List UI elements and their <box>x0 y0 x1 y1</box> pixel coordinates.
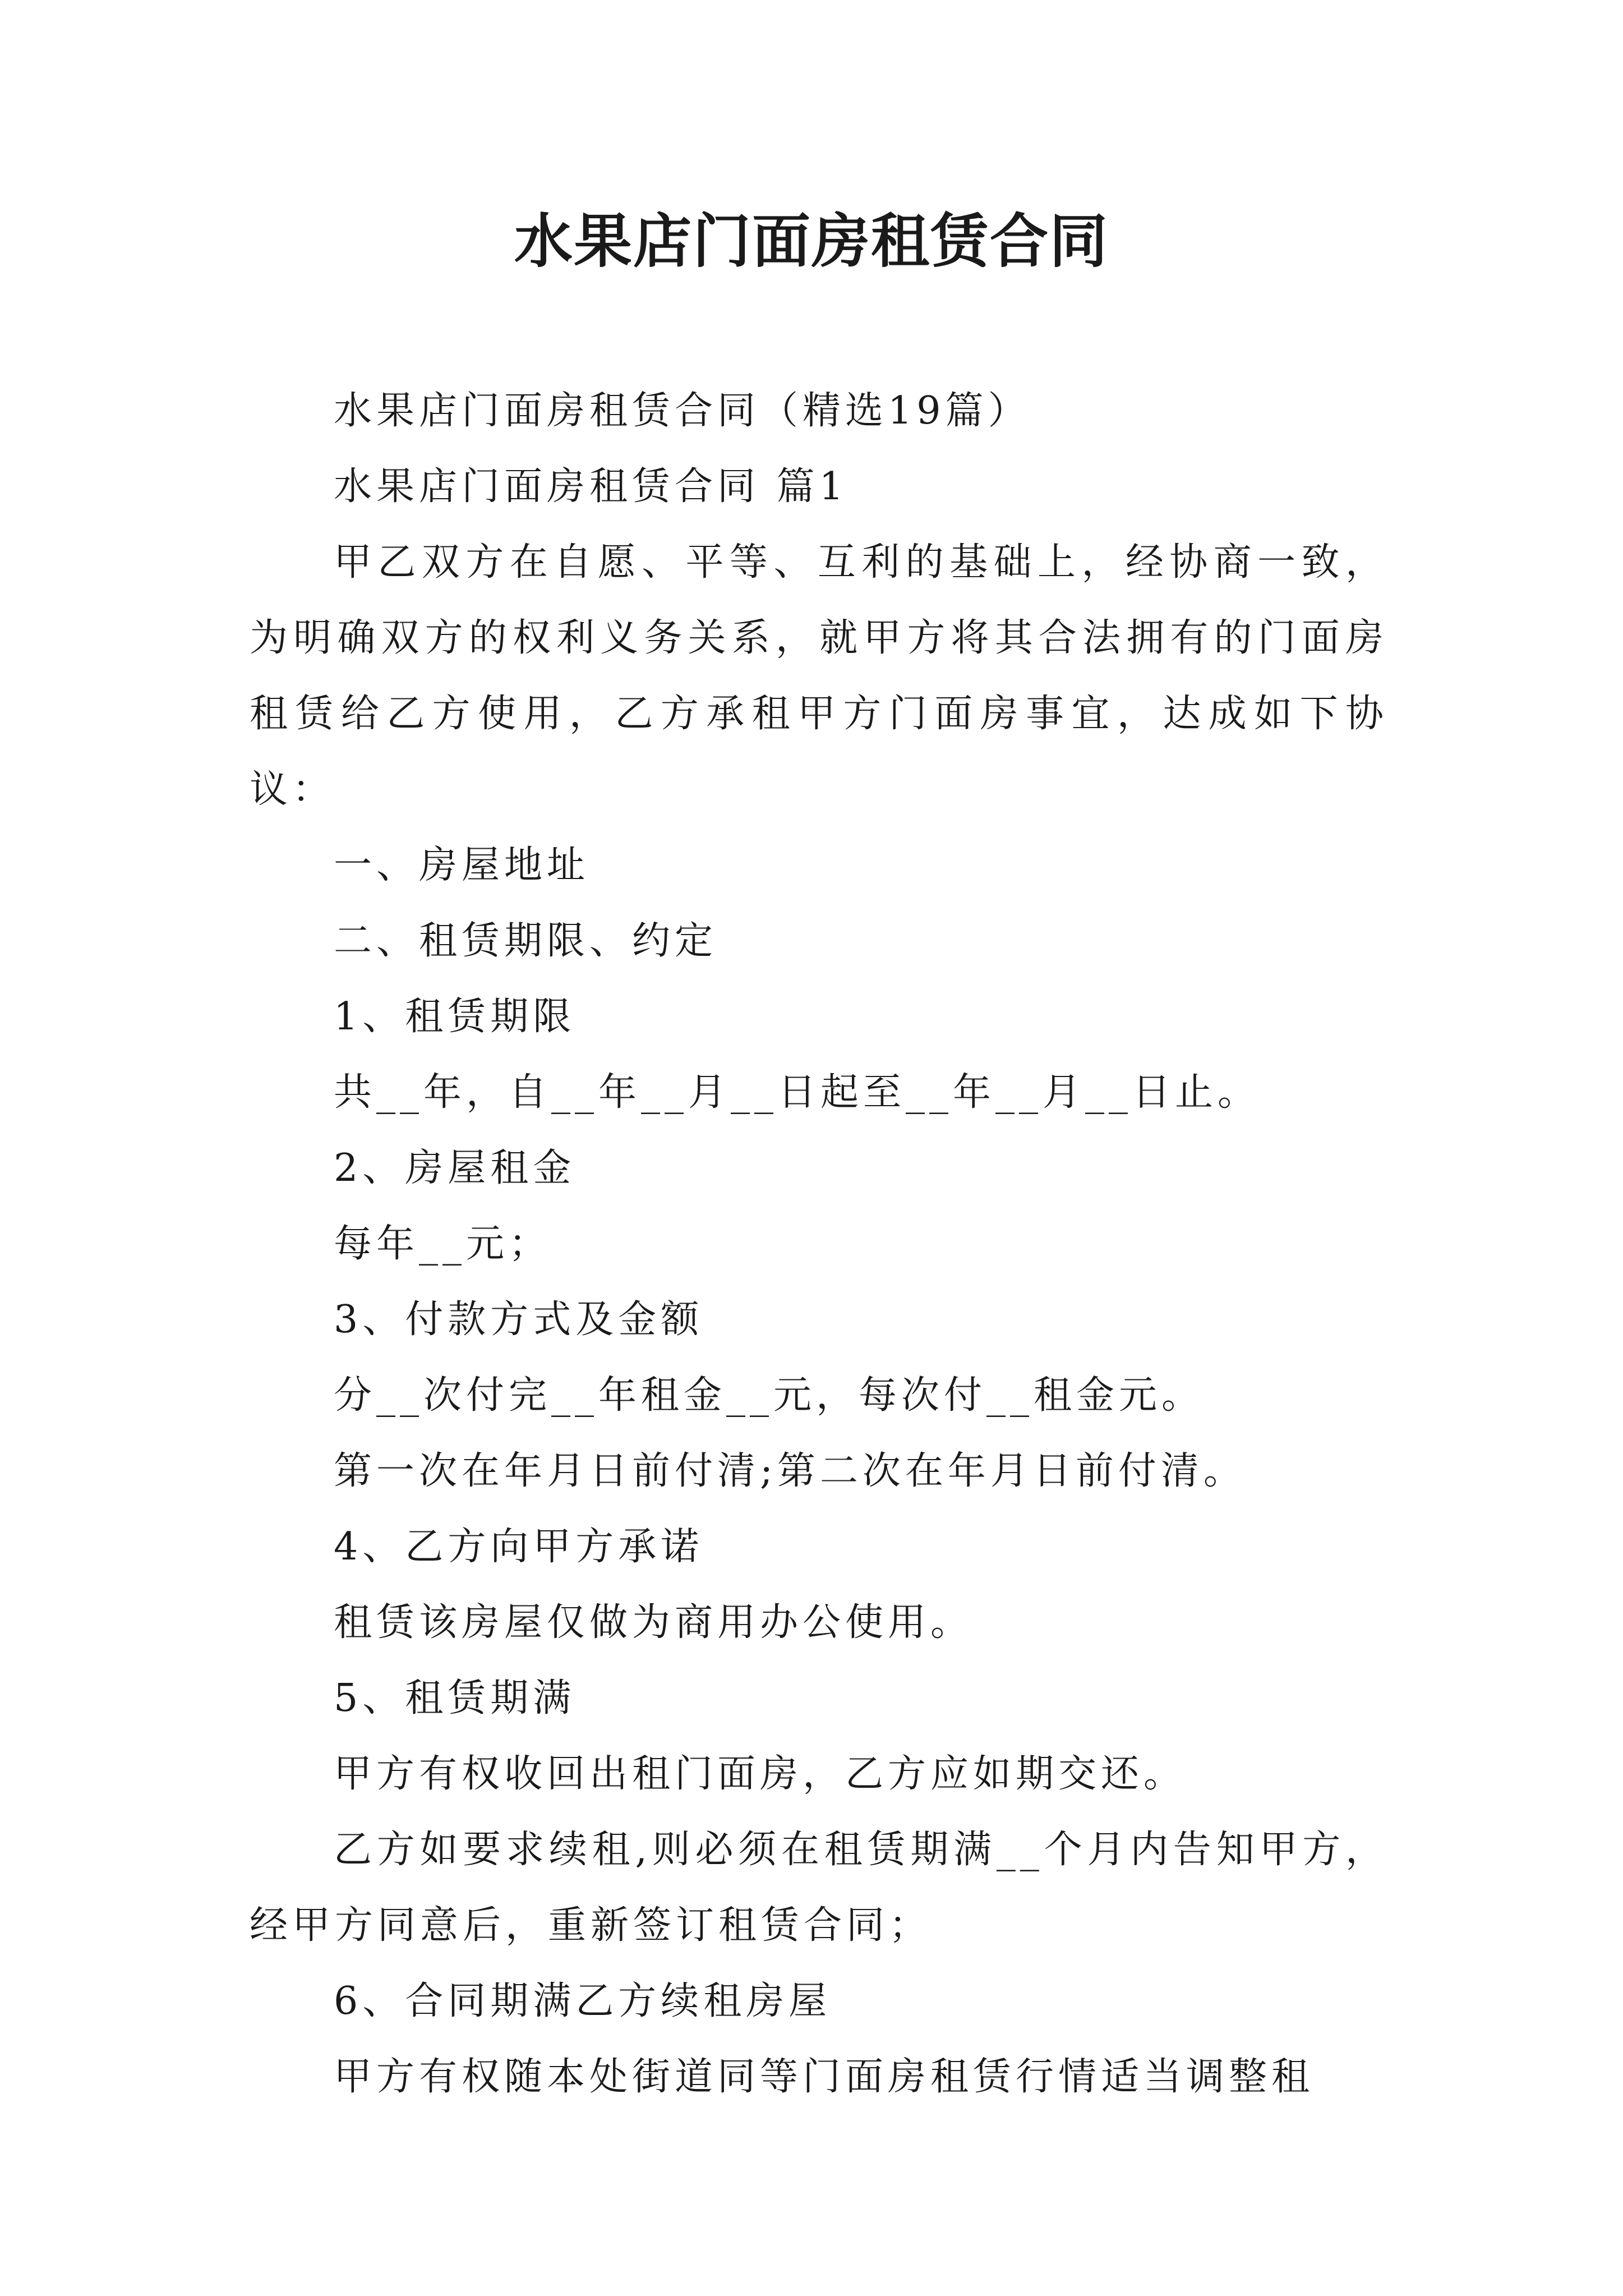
paragraph: 乙方如要求续租,则必须在租赁期满__个月内告知甲方，经甲方同意后，重新签订租赁合同； <box>250 1828 1388 1948</box>
document-body <box>250 373 1388 2115</box>
paragraph: 甲方有权收回出租门面房，乙方应如期交还。 <box>334 1752 1187 1796</box>
paragraph: 二、租赁期限、约定 <box>334 919 718 963</box>
paragraph: 6、合同期满乙方续租房屋 <box>334 1979 832 2023</box>
paragraph: 分__次付完__年租金__元，每次付__租金元。 <box>334 1373 1205 1418</box>
paragraph: 2、房屋租金 <box>334 1146 576 1190</box>
paragraph: 水果店门面房租赁合同 篇1 <box>334 464 848 509</box>
paragraph: 一、房屋地址 <box>334 843 590 887</box>
paragraph: 1、租赁期限 <box>334 995 576 1039</box>
paragraph: 共__年，自__年__月__日起至__年__月__日止。 <box>334 1070 1261 1115</box>
paragraph: 第一次在年月日前付清;第二次在年月日前付清。 <box>334 1449 1246 1493</box>
paragraph: 3、付款方式及金额 <box>334 1297 704 1342</box>
paragraph: 甲乙双方在自愿、平等、互利的基础上，经协商一致，为明确双方的权利义务关系，就甲方将其合法拥有的门面房租赁给乙方使用，乙方承租甲方门面房事宜，达成如下协议： <box>250 540 1388 812</box>
document-title: 水果店门面房租赁合同 <box>514 206 1109 275</box>
paragraph: 4、乙方向甲方承诺 <box>334 1525 704 1569</box>
paragraph: 甲方有权随本处街道同等门面房租赁行情适当调整租 <box>334 2055 1315 2099</box>
paragraph: 租赁该房屋仅做为商用办公使用。 <box>334 1600 974 1645</box>
paragraph: 水果店门面房租赁合同（精选19篇） <box>334 389 1031 433</box>
paragraph: 每年__元； <box>334 1222 552 1266</box>
paragraph: 5、租赁期满 <box>334 1676 576 1720</box>
